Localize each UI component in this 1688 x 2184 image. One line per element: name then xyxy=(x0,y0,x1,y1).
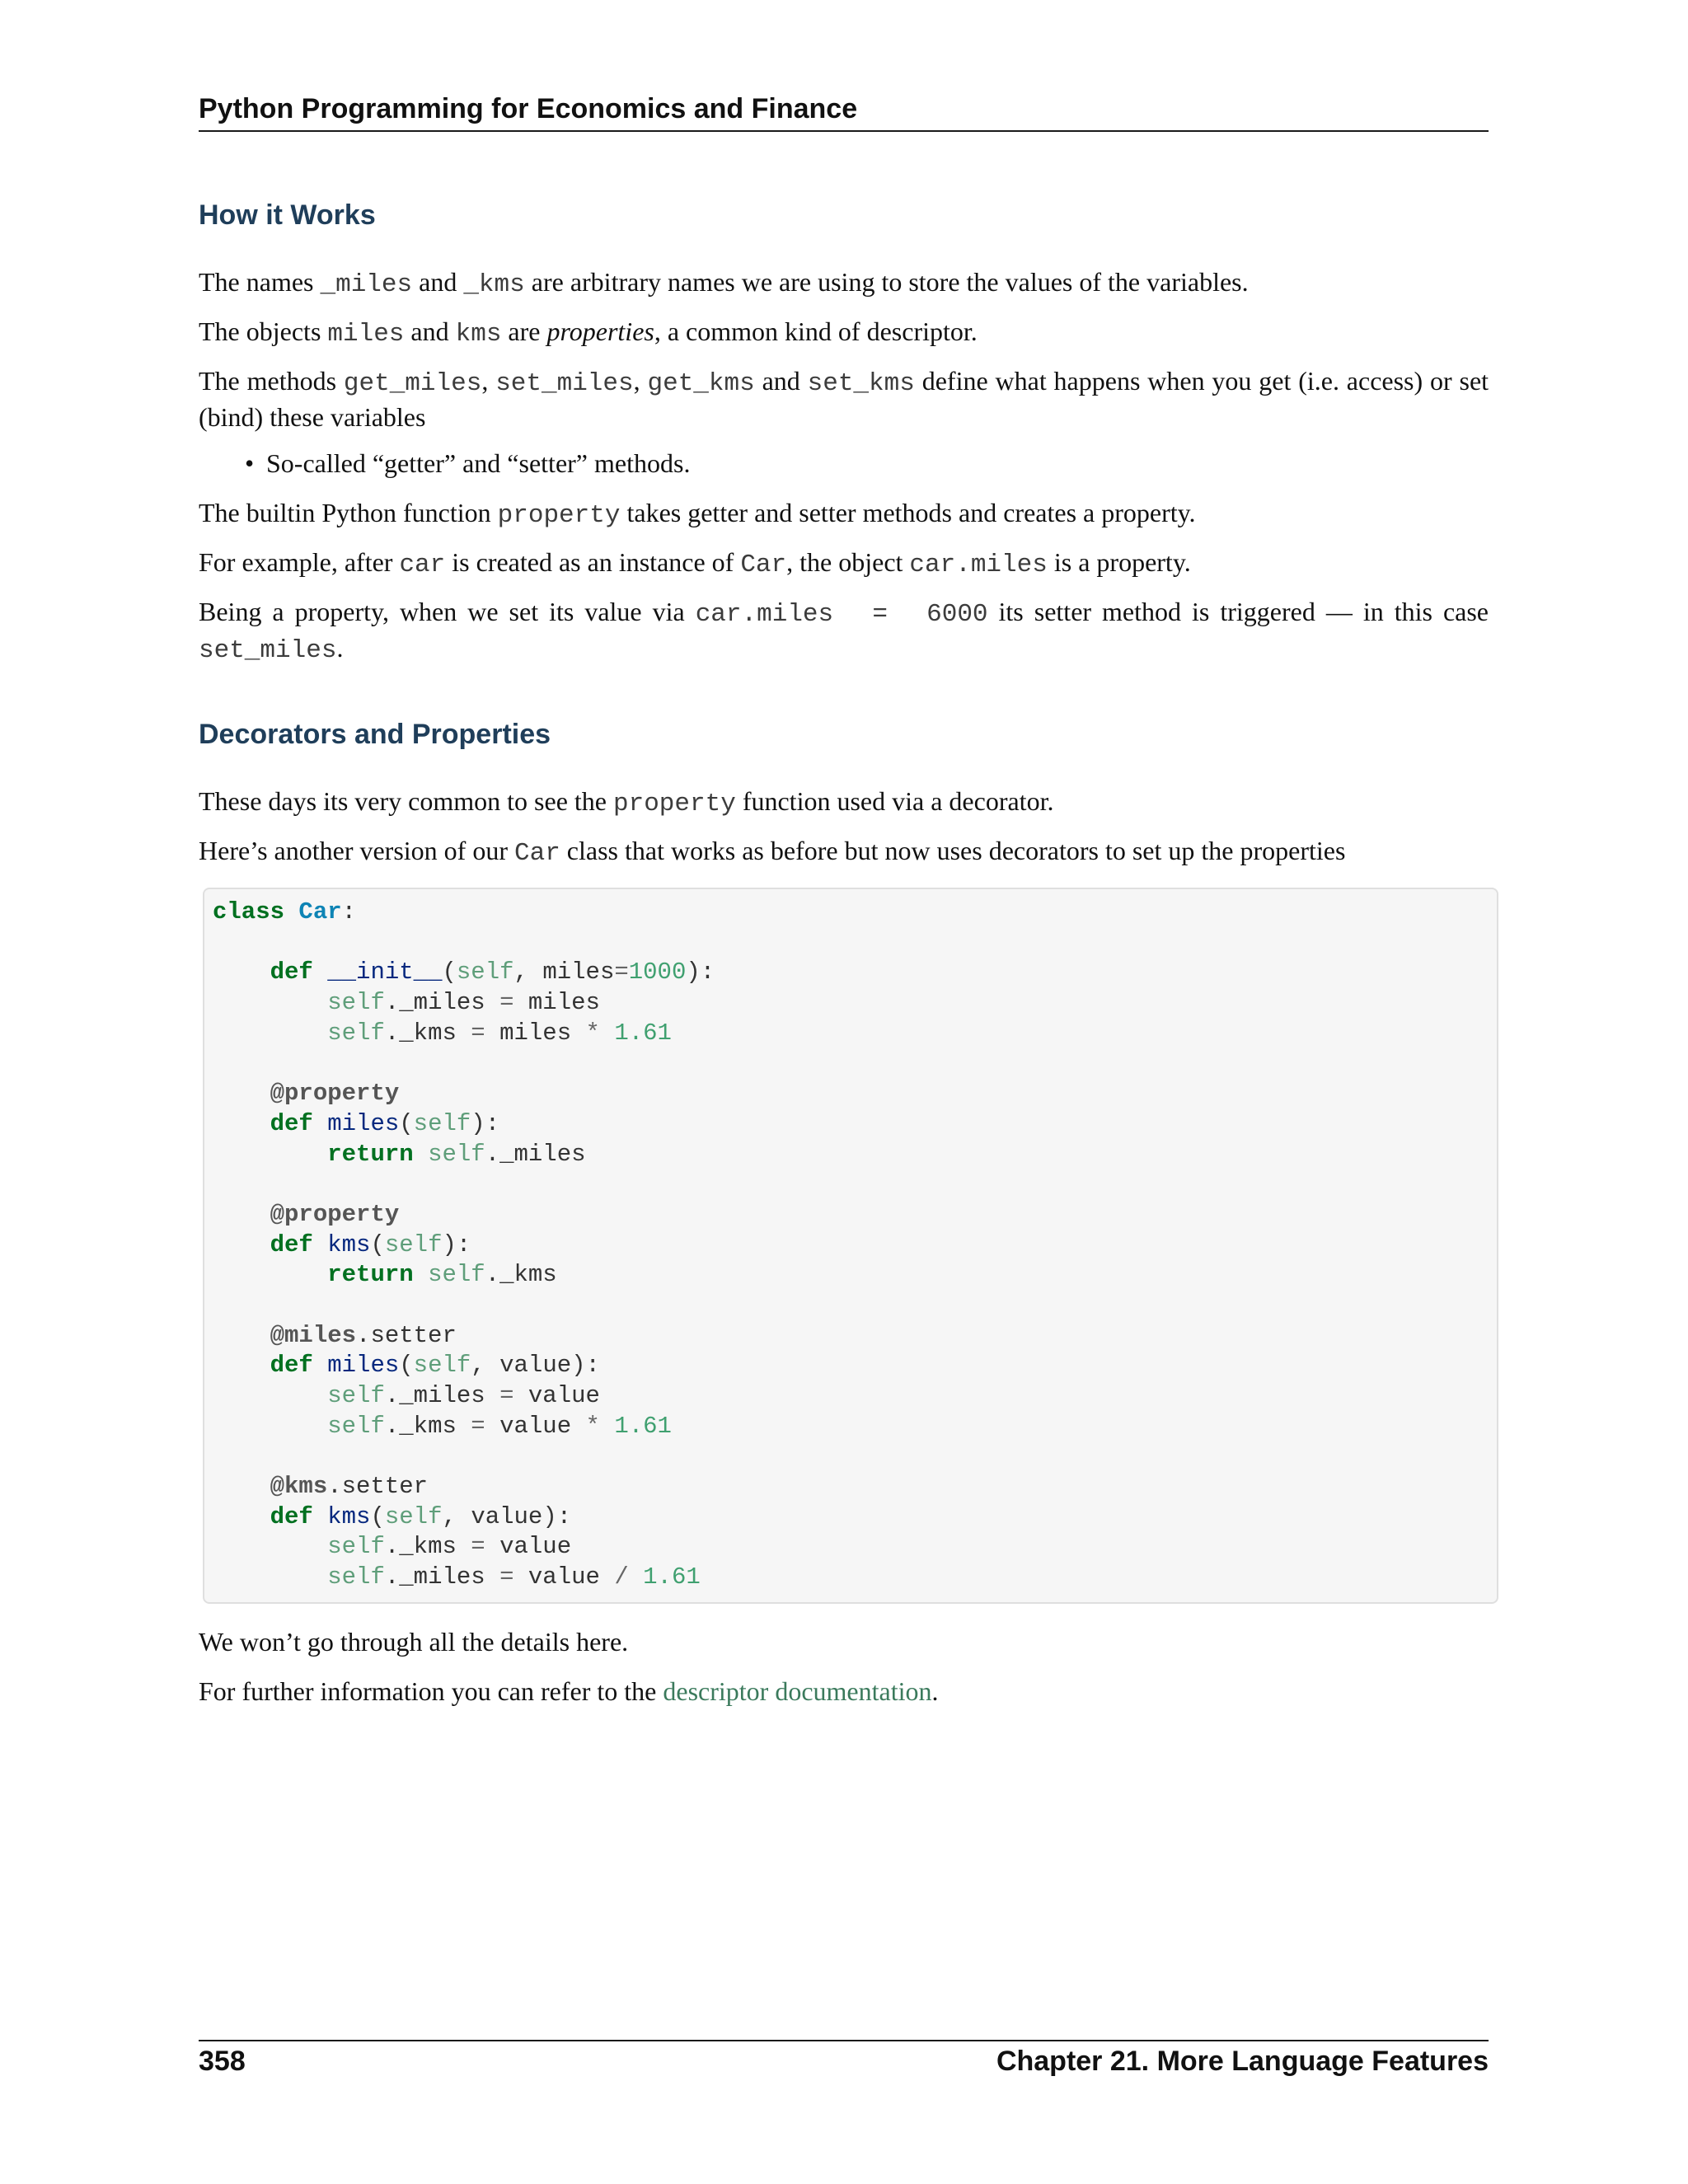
text: . xyxy=(336,633,344,663)
text: The methods xyxy=(199,366,344,396)
text: are arbitrary names we are using to store the values of the variables. xyxy=(524,267,1249,297)
text: and xyxy=(404,316,456,346)
code-line xyxy=(213,1169,1489,1200)
inline-code: set_miles xyxy=(199,636,337,665)
paragraph-example xyxy=(199,546,1489,582)
footer-rule xyxy=(199,2040,1489,2041)
inline-code: car.miles = 6000 xyxy=(695,600,988,629)
inline-code: set_kms xyxy=(807,369,915,398)
text: , xyxy=(633,366,648,396)
inline-code: get_kms xyxy=(647,369,755,398)
bullet-list xyxy=(199,447,1489,480)
code-line: def kms(self): xyxy=(270,1230,471,1258)
code-line: @kms.setter xyxy=(270,1473,429,1501)
emphasis: properties xyxy=(546,316,654,346)
text: is created as an instance of xyxy=(445,547,741,577)
text: Being a property, when we set its value via xyxy=(199,597,696,626)
code-line xyxy=(213,1048,1489,1079)
text: . xyxy=(931,1676,939,1706)
text: is a property. xyxy=(1047,547,1191,577)
paragraph-objects xyxy=(199,315,1489,351)
paragraph-wont-go-through: We won’t go through all the details here. xyxy=(199,1627,629,1657)
paragraph-methods xyxy=(199,364,1489,434)
paragraph-another-version xyxy=(199,834,1489,870)
code-line: def miles(self): xyxy=(270,1109,500,1137)
inline-code: _miles xyxy=(320,270,413,299)
running-title: Python Programming for Economics and Finance xyxy=(199,93,858,124)
inline-code: car xyxy=(399,551,446,579)
code-line: @miles.setter xyxy=(270,1321,457,1349)
page-footer xyxy=(199,2042,1489,2080)
code-line xyxy=(213,1291,1489,1321)
text: define what happens when you get (i.e. access) or set (bind) these variables xyxy=(199,366,1489,432)
inline-code: _kms xyxy=(463,270,525,299)
text: are xyxy=(501,316,547,346)
text: For example, after xyxy=(199,547,400,577)
inline-code: property xyxy=(612,790,736,818)
code-line: self._miles = value xyxy=(327,1382,600,1409)
code-line: return self._miles xyxy=(327,1140,586,1168)
descriptor-documentation-link[interactable]: descriptor documentation xyxy=(663,1676,932,1706)
paragraph-decorator-common xyxy=(199,785,1489,821)
inline-code: set_miles xyxy=(495,369,634,398)
text: These days its very common to see the xyxy=(199,786,613,816)
inline-code: Car xyxy=(740,551,787,579)
paragraph-further-info xyxy=(199,1675,1489,1708)
text: Here’s another version of our xyxy=(199,836,514,865)
inline-code: Car xyxy=(513,839,560,868)
inline-code: car.miles xyxy=(909,551,1048,579)
code-line xyxy=(213,928,1489,958)
text: The builtin Python function xyxy=(199,498,498,527)
code-line: @property xyxy=(270,1200,400,1228)
code-line: self._kms = miles * 1.61 xyxy=(327,1019,672,1047)
code-line: self._kms = value * 1.61 xyxy=(327,1412,672,1440)
chapter-title: Chapter 21. More Language Features xyxy=(996,2045,1489,2077)
code-line: def miles(self, value): xyxy=(270,1352,600,1380)
code-line: self._miles = miles xyxy=(327,989,600,1017)
text: The objects xyxy=(199,316,328,346)
paragraph-names xyxy=(199,265,1489,302)
page-number: 358 xyxy=(199,2045,246,2077)
inline-code: miles xyxy=(327,320,405,349)
text: takes getter and setter methods and creates a property. xyxy=(620,498,1196,527)
code-line: @property xyxy=(270,1080,400,1108)
text: and xyxy=(412,267,464,297)
code-line xyxy=(213,1441,1489,1472)
text: , xyxy=(481,366,496,396)
code-line: def kms(self, value): xyxy=(270,1502,572,1530)
inline-code: property xyxy=(497,501,621,530)
code-line: self._miles = value / 1.61 xyxy=(327,1563,701,1591)
code-line: self._kms = value xyxy=(327,1533,572,1561)
paragraph-setter-triggered xyxy=(199,595,1489,668)
section-heading-decorators: Decorators and Properties xyxy=(199,719,551,750)
running-header xyxy=(199,92,1489,132)
text: and xyxy=(754,366,808,396)
code-block[interactable] xyxy=(203,888,1498,1604)
text: , the object xyxy=(786,547,910,577)
code-line: def __init__(self, miles=1000): xyxy=(270,958,715,987)
text: function used via a decorator. xyxy=(735,786,1054,816)
text: its setter method is triggered — in this case xyxy=(987,597,1489,626)
paragraph-property-function xyxy=(199,496,1489,532)
section-heading-how-it-works: How it Works xyxy=(199,199,376,231)
text: class that works as before but now uses decorators to set up the properties xyxy=(560,836,1346,865)
text: , a common kind of descriptor. xyxy=(654,316,978,346)
list-item: • So-called “getter” and “setter” methods. xyxy=(199,447,1489,480)
inline-code: get_miles xyxy=(343,369,482,398)
text: The names xyxy=(199,267,321,297)
code-line: return self._kms xyxy=(327,1261,557,1289)
code-line: class Car: xyxy=(213,898,357,926)
code-listing xyxy=(213,898,1489,1593)
text: For further information you can refer to the xyxy=(199,1676,663,1706)
inline-code: kms xyxy=(455,320,502,349)
